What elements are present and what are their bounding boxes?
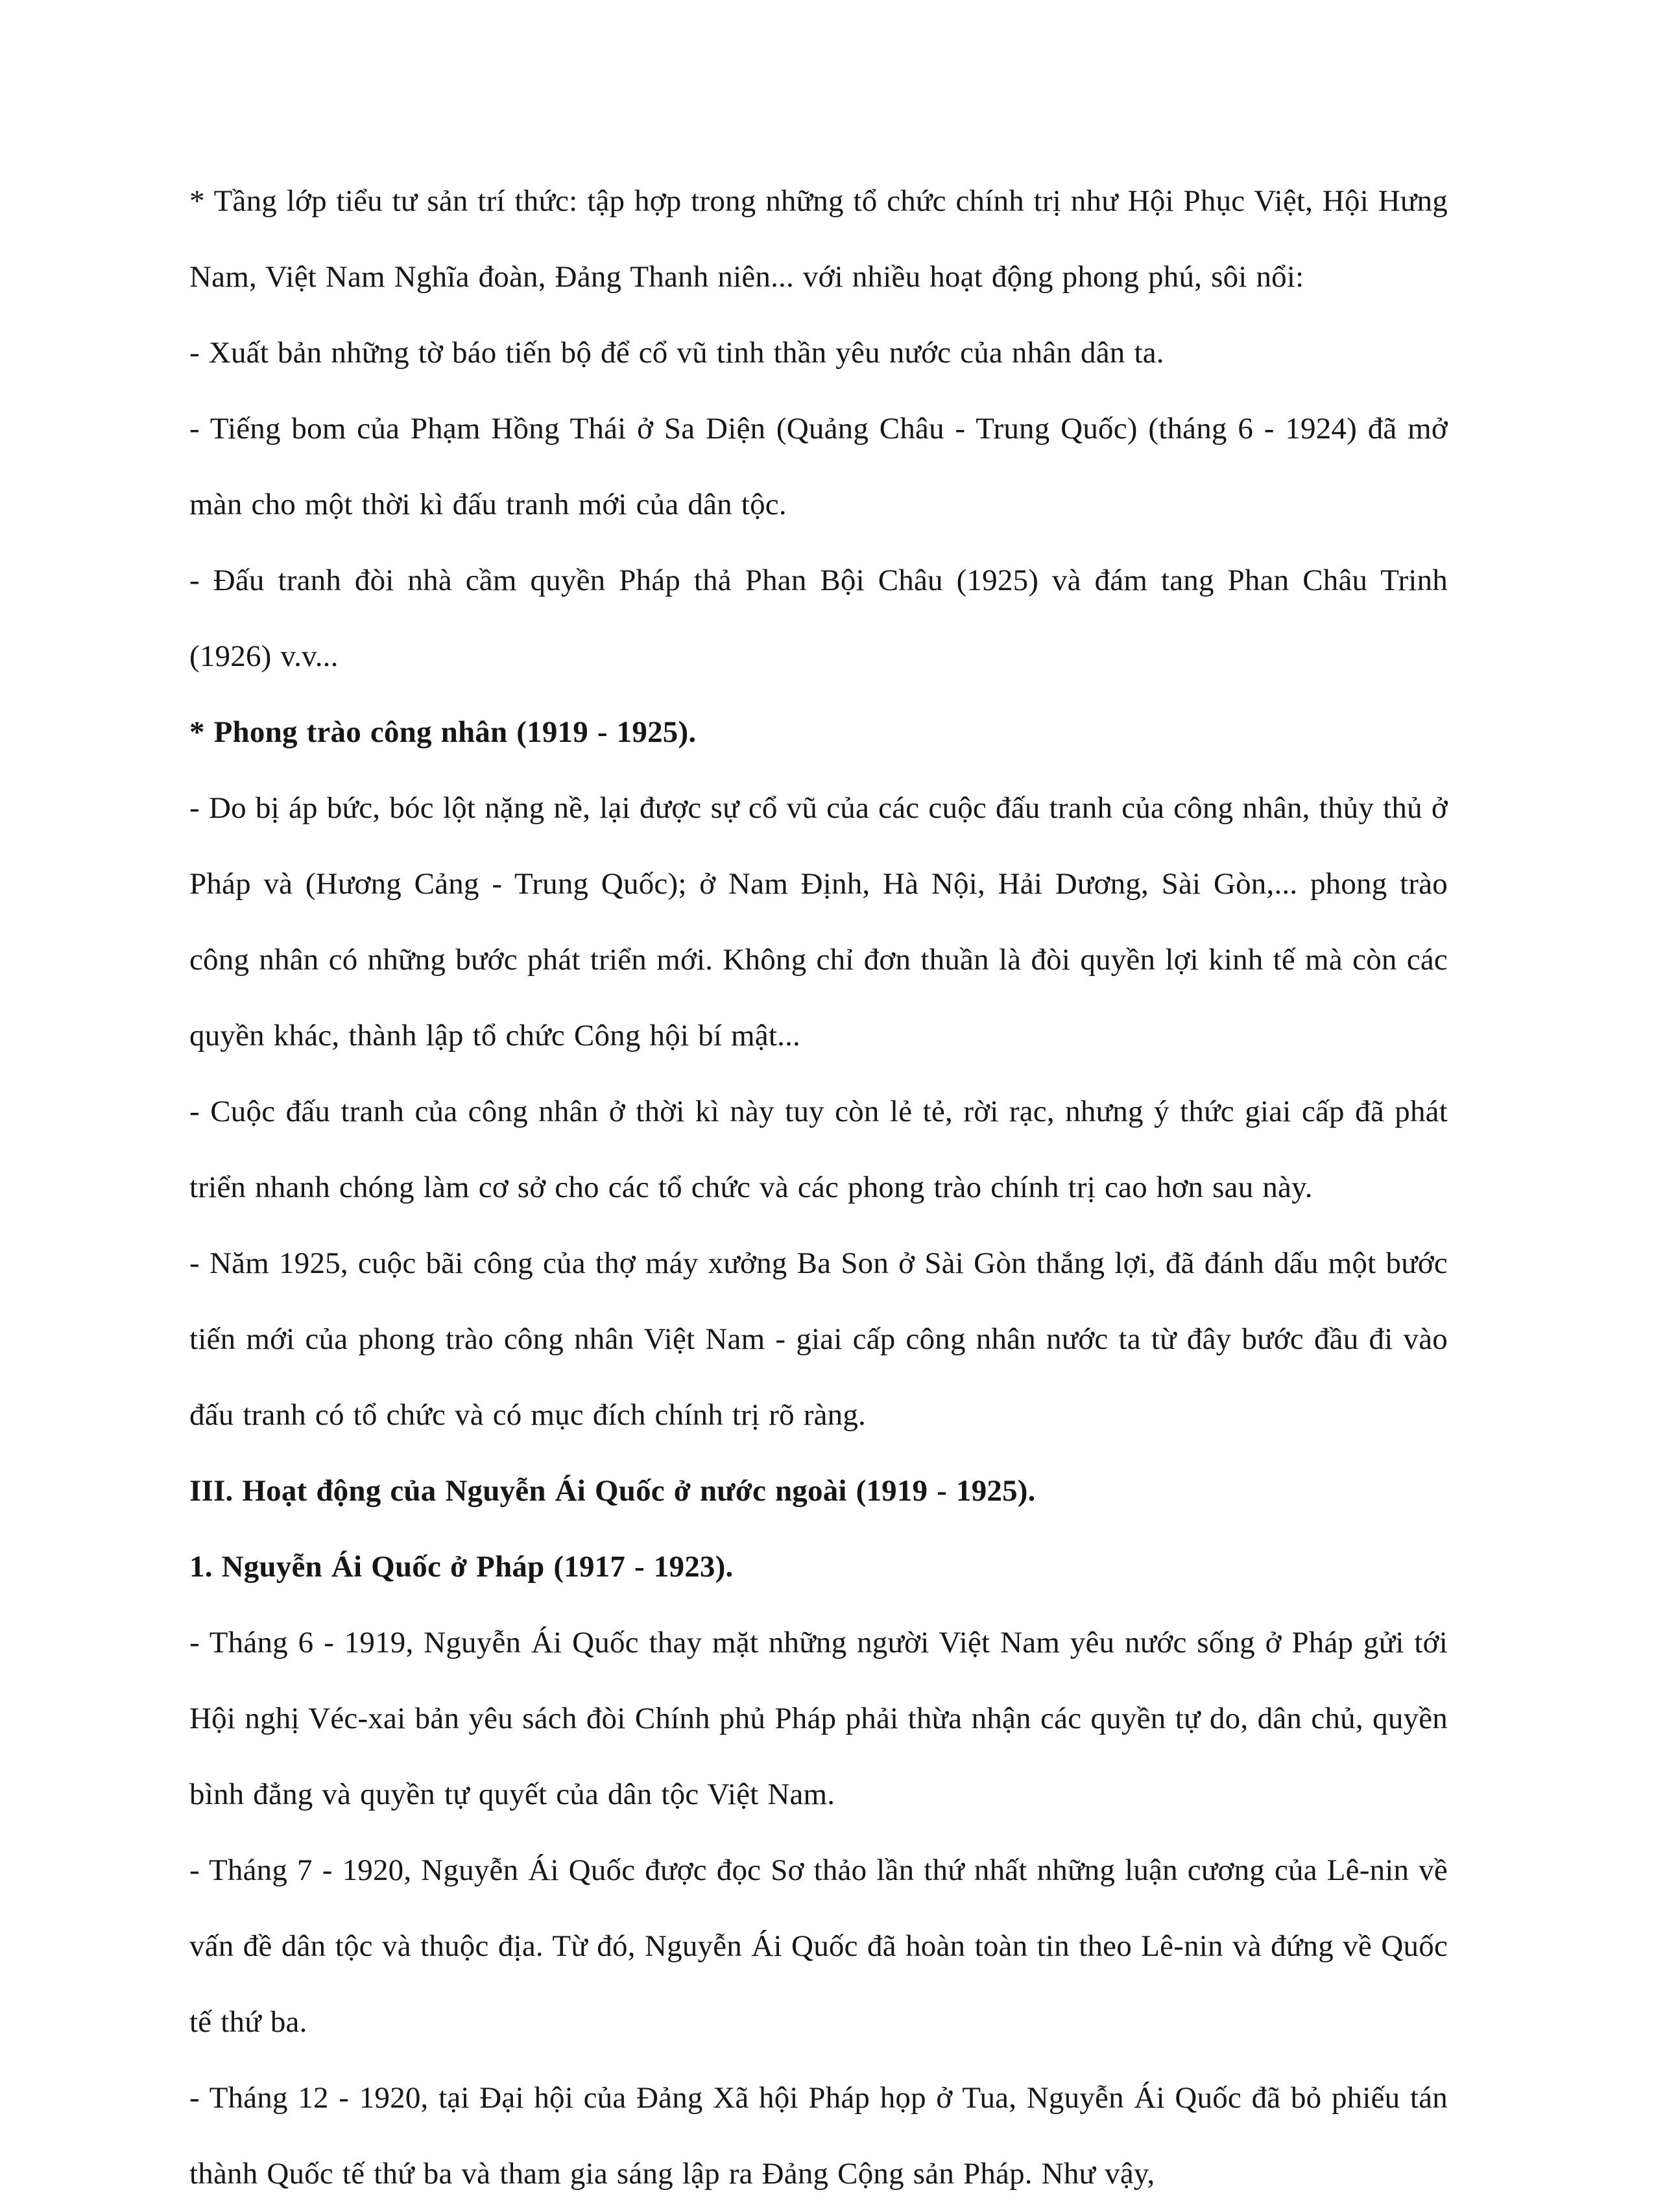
paragraph-nam-1925-ba-son: - Năm 1925, cuộc bãi công của thợ máy xưởng Ba Son ở Sài Gòn thắng lợi, đã đánh dấu một bước tiến mới của phong trào công nhân Việt Nam - giai cấp công nhân nước ta từ đây bước đầu đi vào đấu tranh có tổ chức và có mục đích chính trị rõ ràng. xyxy=(189,1246,1448,1432)
document-body xyxy=(189,163,1448,2212)
paragraph-thang-7-1920: - Tháng 7 - 1920, Nguyễn Ái Quốc được đọc Sơ thảo lần thứ nhất những luận cương của Lê-nin về vấn đề dân tộc và thuộc địa. Từ đó, Nguyễn Ái Quốc đã hoàn toàn tin theo Lê-nin và đứng về Quốc tế thứ ba. xyxy=(189,1853,1448,2039)
paragraph-xuat-ban-bao: - Xuất bản những tờ báo tiến bộ để cổ vũ tinh thần yêu nước của nhân dân ta. xyxy=(189,336,1164,370)
paragraph-thang-6-1919: - Tháng 6 - 1919, Nguyễn Ái Quốc thay mặt những người Việt Nam yêu nước sống ở Pháp gửi tới Hội nghị Véc-xai bản yêu sách đòi Chính phủ Pháp phải thừa nhận các quyền tự do, dân chủ, quyền bình đẳng và quyền tự quyết của dân tộc Việt Nam. xyxy=(189,1626,1448,1811)
paragraph-dau-tranh-doi: - Đấu tranh đòi nhà cầm quyền Pháp thả Phan Bội Châu (1925) và đám tang Phan Châu Trinh (1926) v.v... xyxy=(189,564,1448,673)
heading-section-iii: III. Hoạt động của Nguyễn Ái Quốc ở nước ngoài (1919 - 1925). xyxy=(189,1474,1036,1508)
paragraph-tieu-tu-san: * Tầng lớp tiểu tư sản trí thức: tập hợp trong những tổ chức chính trị như Hội Phục Việt, Hội Hưng Nam, Việt Nam Nghĩa đoàn, Đảng Thanh niên... với nhiều hoạt động phong phú, sôi nổi: xyxy=(189,184,1448,294)
paragraph-do-bi-ap-buc: - Do bị áp bức, bóc lột nặng nề, lại được sự cổ vũ của các cuộc đấu tranh của công nhân, thủy thủ ở Pháp và (Hương Cảng - Trung Quốc); ở Nam Định, Hà Nội, Hải Dương, Sài Gòn,... phong trào công nhân có những bước phát triển mới. Không chỉ đơn thuần là đòi quyền lợi kinh tế mà còn các quyền khác, thành lập tổ chức Công hội bí mật... xyxy=(189,791,1448,1052)
paragraph-tieng-bom: - Tiếng bom của Phạm Hồng Thái ở Sa Diện (Quảng Châu - Trung Quốc) (tháng 6 - 1924) đã mở màn cho một thời kì đấu tranh mới của dân tộc. xyxy=(189,412,1448,521)
heading-phong-trao-cong-nhan: * Phong trào công nhân (1919 - 1925). xyxy=(189,715,697,749)
paragraph-cuoc-dau-tranh: - Cuộc đấu tranh của công nhân ở thời kì này tuy còn lẻ tẻ, rời rạc, nhưng ý thức giai cấp đã phát triển nhanh chóng làm cơ sở cho các tổ chức và các phong trào chính trị cao hơn sau này. xyxy=(189,1095,1448,1204)
paragraph-thang-12-1920: - Tháng 12 - 1920, tại Đại hội của Đảng Xã hội Pháp họp ở Tua, Nguyễn Ái Quốc đã bỏ phiếu tán thành Quốc tế thứ ba và tham gia sáng lập ra Đảng Cộng sản Pháp. Như vậy, xyxy=(189,2081,1448,2191)
heading-nguyen-ai-quoc-phap: 1. Nguyễn Ái Quốc ở Pháp (1917 - 1923). xyxy=(189,1550,734,1584)
